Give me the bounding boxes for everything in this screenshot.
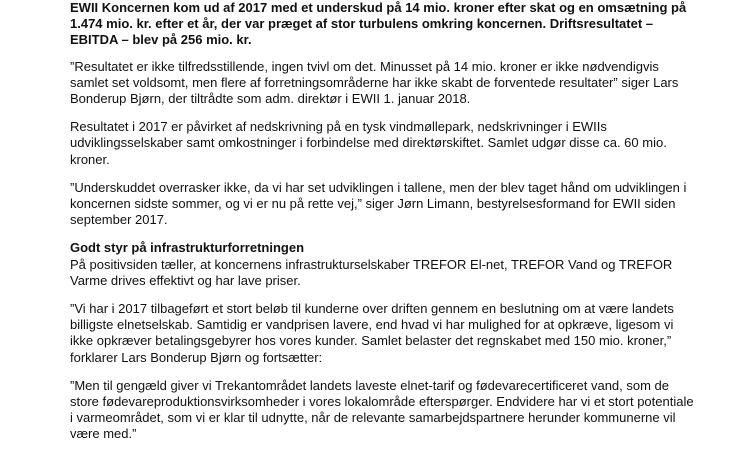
body-paragraph: ”Resultatet er ikke tilfredsstillende, ingen tvivl om det. Minusset på 14 mio. kroner er ikke nødvendigvis samlet set voldsomt, men flere af forretningsområderne har ikke skabt de forventede resultater” siger Lars Bonderup Bjørn, der tiltrådte som adm. direktør i EWII 1. januar 2018. xyxy=(70,58,679,107)
section-paragraph: ”Men til gengæld giver vi Trekantområdet landets laveste elnet-tarif og fødevarecertificeret vand, som de store fødevareproduktionsvirksomheder i vores lokalområde efterspørger. Endvidere har vi et stort potentiale i varmeområdet, som vi er klar til udnytte, når de relevante samarbejdspartnere herunder kommunerne vil være med.” xyxy=(70,377,694,442)
section-heading: Godt styr på infrastrukturforretningen xyxy=(70,240,305,256)
lead-paragraph: EWII Koncernen kom ud af 2017 med et underskud på 14 mio. kroner efter skat og en omsætning på 1.474 mio. kr. efter et år, der var præget af stor turbulens omkring koncernen. Driftsresultatet – EBITDA – blev på 256 mio. kr. xyxy=(70,0,687,48)
body-paragraph: Resultatet i 2017 er påvirket af nedskrivning på en tysk vindmøllepark, nedskrivninger i EWIIs udviklingsselskaber samt omkostninger i forbindelse med direktørskiftet. Samlet udgør disse ca. 60 mio. kroner. xyxy=(70,119,667,167)
section-paragraph: ”Vi har i 2017 tilbageført et stort beløb til kunderne over driften gennem en beslutning om at være landets billigste elnetselskab. Samtidig er vandprisen lavere, end hvad vi har mulighed for at opkræve, ligesom vi ikke opkræver betalingsgebyrer hos vores kunder. Samlet belaster det regnskabet med 150 mio. kroner,” forklarer Lars Bonderup Bjørn og fortsætter: xyxy=(70,301,674,365)
section-paragraph: På positivsiden tæller, at koncernens infrastrukturselskaber TREFOR El-net, TREFOR Vand og TREFOR Varme drives effektivt og har lave priser. xyxy=(70,256,673,288)
document-body xyxy=(70,0,696,455)
body-paragraph: ”Underskuddet overrasker ikke, da vi har set udviklingen i tallene, men der blev taget hånd om udviklingen i koncernen sidste sommer, og vi er nu på rette vej,” siger Jørn Limann, bestyrelsesformand for EWII siden september 2017. xyxy=(70,179,687,228)
